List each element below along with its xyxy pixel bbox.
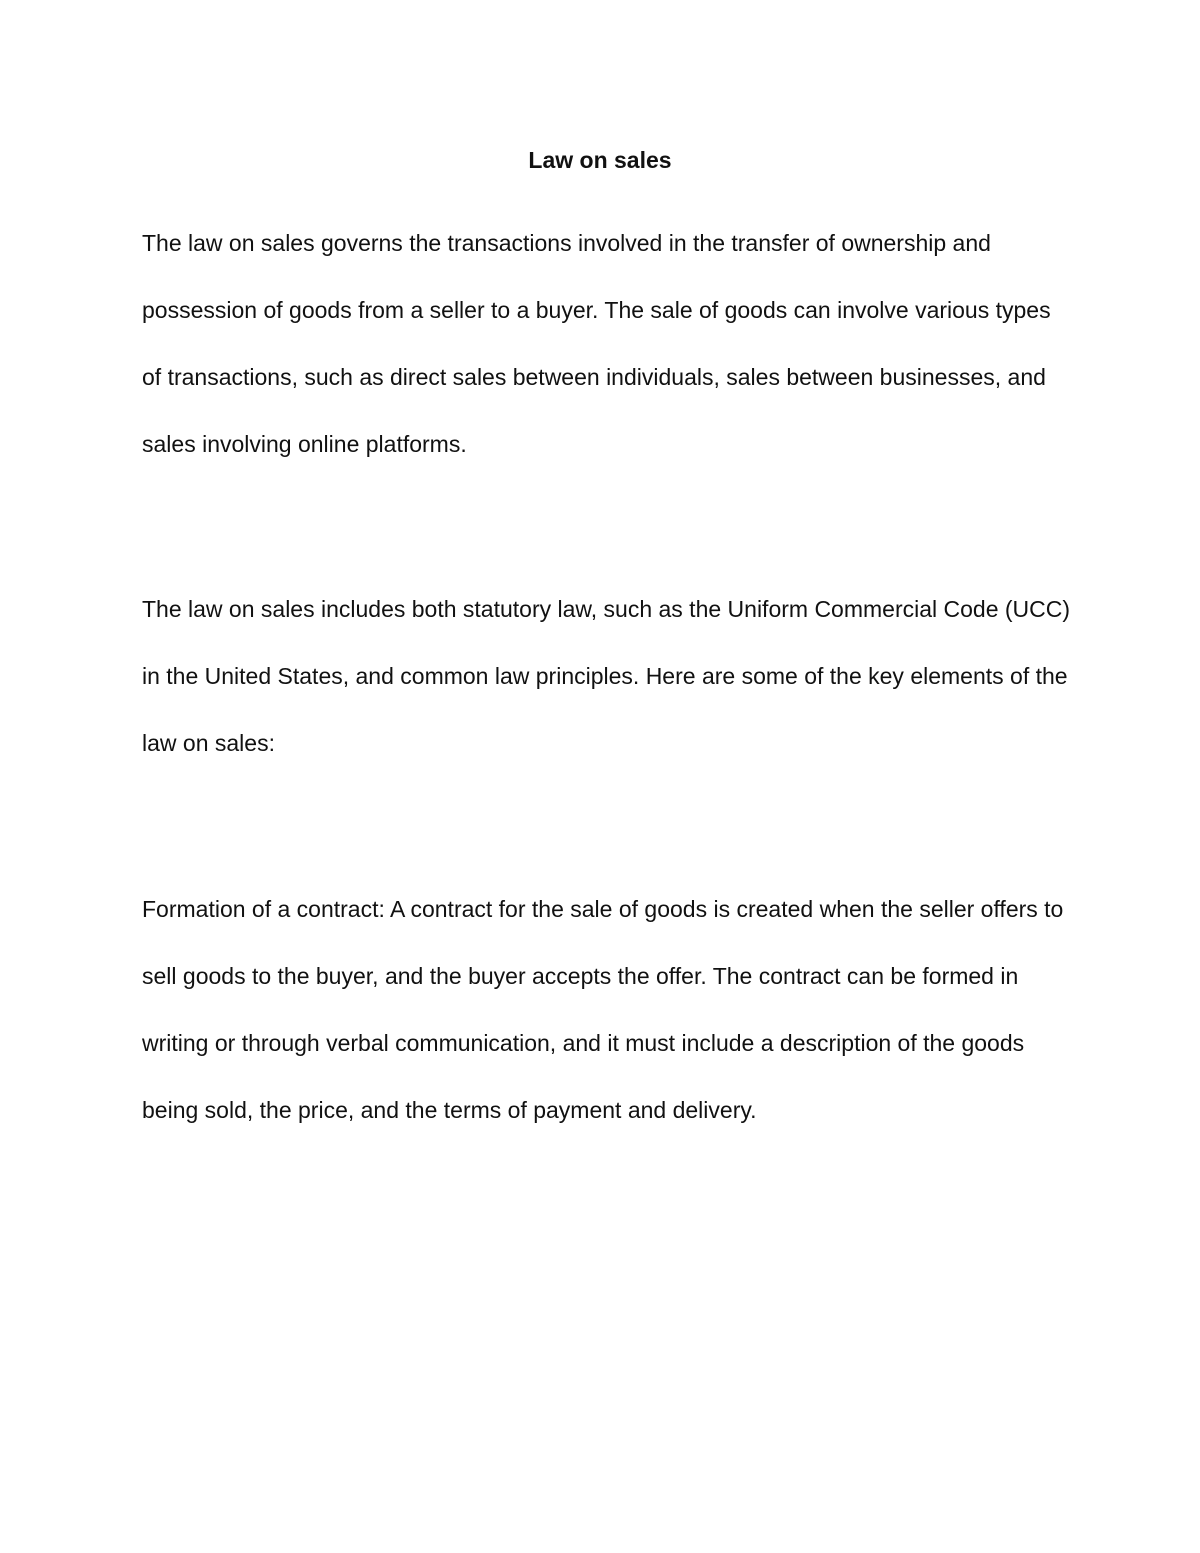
paragraph-sales-overview: The law on sales governs the transactions involved in the transfer of ownership and possession of goods from a seller to a buyer. The sale of goods can involve various types of transactions, such as direct sales between individuals, sales between businesses, and sales involving online platforms. bbox=[142, 230, 1051, 457]
paragraph-sources-of-law: The law on sales includes both statutory law, such as the Uniform Commercial Code (UCC) in the United States, and common law principles. Here are some of the key elements of the law on sales: bbox=[142, 596, 1071, 756]
document-title: Law on sales bbox=[528, 147, 672, 173]
paragraph-contract-formation: Formation of a contract: A contract for the sale of goods is created when the seller offers to sell goods to the buyer, and the buyer accepts the offer. The contract can be formed in writing or through verbal communication, and it must include a description of the goods being sold, the price, and the terms of payment and delivery. bbox=[142, 896, 1064, 1123]
